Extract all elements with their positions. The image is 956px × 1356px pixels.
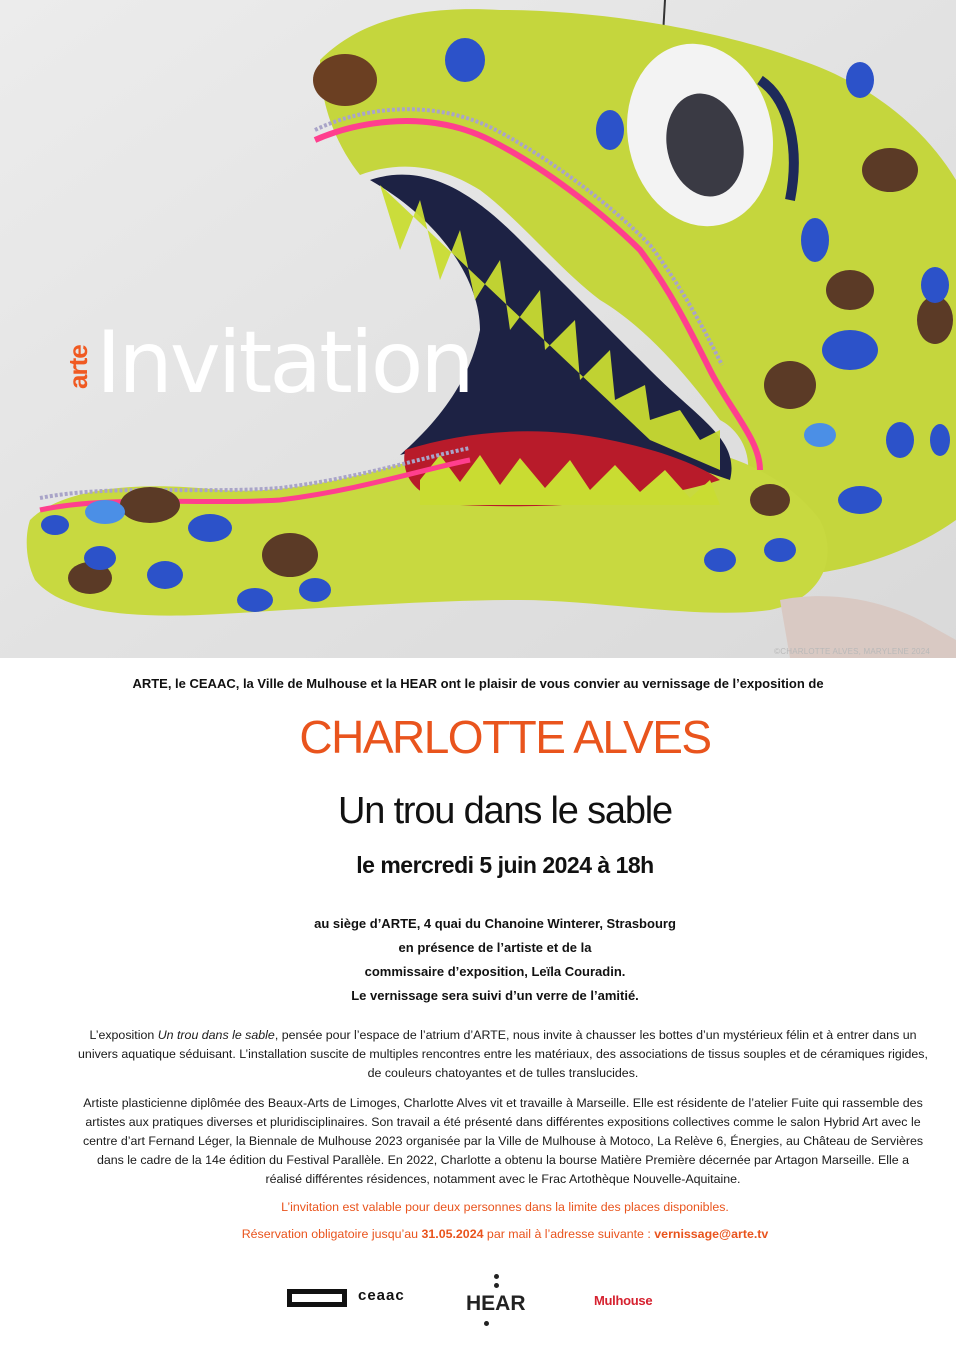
photo-credit: ©CHARLOTTE ALVES, MARYLENE 2024	[774, 647, 930, 656]
reservation-text: par mail à l’adresse suivante :	[483, 1227, 655, 1241]
mulhouse-logo: Mulhouse	[594, 1293, 653, 1308]
reservation-deadline: 31.05.2024	[421, 1227, 484, 1241]
description-text: L’exposition	[89, 1028, 158, 1042]
hear-logo-dot	[494, 1274, 499, 1279]
reservation-email-link[interactable]: vernissage@arte.tv	[654, 1227, 769, 1241]
invitation-title: Invitation	[96, 313, 472, 413]
venue-block	[0, 912, 956, 1008]
hero-image	[0, 0, 956, 658]
description-italic-title: Un trou dans le sable	[157, 1028, 275, 1042]
exhibition-description	[78, 1026, 928, 1083]
event-date: le mercredi 5 juin 2024 à 18h	[356, 852, 654, 878]
ceaac-logo-text: ceaac	[358, 1287, 405, 1304]
hear-logo-text: HEAR	[466, 1292, 526, 1315]
intro-text: ARTE, le CEAAC, la Ville de Mulhouse et la HEAR ont le plaisir de vous convier au vernissage de l’exposition de	[132, 676, 824, 691]
reservation-text: Réservation obligatoire jusqu’au	[241, 1227, 422, 1241]
venue-line: au siège d’ARTE, 4 quai du Chanoine Winterer, Strasbourg	[314, 916, 676, 931]
venue-line: commissaire d’exposition, Leïla Couradin.	[364, 964, 626, 979]
venue-line: en présence de l’artiste et de la	[398, 940, 592, 955]
hear-logo-dot	[494, 1283, 499, 1288]
hear-logo-dot	[484, 1321, 489, 1326]
exhibition-title: Un trou dans le sable	[338, 790, 672, 832]
invitation-note: L’invitation est valable pour deux personnes dans la limite des places disponibles.	[281, 1200, 729, 1214]
description-text: , pensée pour l’espace de l’atrium d’ARTE, nous invite à chausser les bottes d’un mystérieux félin et à entrer dans un univers aquatique séduisant. L’installation suscite de multiples rencontres entre les matériaux, des associations de tissus souples et de céramiques rigides, de couleurs chatoyantes et de tulles translucides.	[78, 1028, 928, 1080]
venue-line: Le vernissage sera suivi d’un verre de l’amitié.	[351, 988, 639, 1003]
reservation-note	[0, 1227, 956, 1241]
hear-logo	[466, 1274, 526, 1334]
artist-name: CHARLOTTE ALVES	[299, 711, 711, 763]
arte-logo: arte	[63, 345, 93, 389]
ceaac-logo-mark	[287, 1289, 347, 1307]
partner-logos	[0, 1270, 956, 1340]
artist-biography: Artiste plasticienne diplômée des Beaux-Arts de Limoges, Charlotte Alves vit et travaille à Marseille. Elle est résidente de l’atelier Fuite qui rassemble des artistes aux pratiques diverses et pluridisciplinaires. Son travail a été présenté dans différentes expositions collectives comme le salon Hybrid Art avec le centre d’art Fernand Léger, la Biennale de Mulhouse 2023 organisée par la Ville de Mulhouse à Motoco, La Relève 6, Énergies, au Château de Servières dans le cadre de la 14e édition du Festival Parallèle. En 2022, Charlotte a obtenu la bourse Matière Première décernée par Artagon Marseille. Elle a réalisé différentes résidences, notamment avec le Frac Artothèque Nouvelle-Aquitaine.	[82, 1096, 924, 1186]
